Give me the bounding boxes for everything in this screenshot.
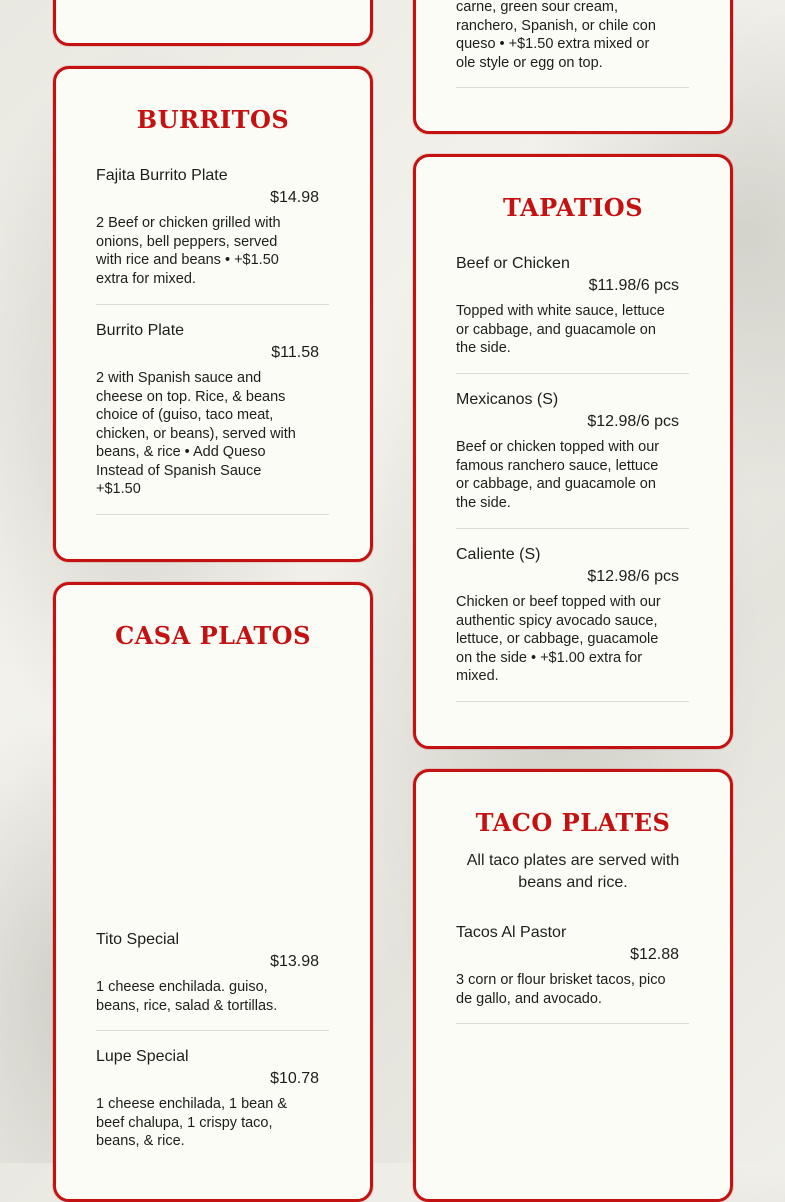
section-title: TAPATIOS	[502, 193, 644, 222]
section-title: CASA PLATOS	[115, 621, 311, 650]
item-price: $11.98/6 pcs	[588, 277, 679, 294]
menu-item[interactable]	[456, 390, 689, 512]
menu-item[interactable]	[456, 254, 689, 358]
menu-item[interactable]	[96, 930, 329, 1015]
item-description: 2 with Spanish sauce and cheese on top. Rice, & beans choice of (guiso, taco meat, chicken, or beans), served with beans, & rice • Add Queso Instead of Spanish Sauce +$1.50	[96, 370, 296, 497]
item-price: $11.58	[271, 344, 319, 361]
menu-card-tapatios	[413, 154, 733, 749]
item-price: $13.98	[270, 953, 319, 970]
item-price: $14.98	[270, 189, 319, 206]
item-name: Mexicanos (S)	[456, 391, 559, 408]
item-description: 3 corn or flour brisket tacos, pico de gallo, and avocado.	[456, 972, 666, 1007]
item-divider	[456, 701, 689, 702]
menu-card-top-left	[53, 0, 373, 46]
item-description: Topped with white sauce, lettuce or cabbage, and guacamole on the side.	[456, 303, 665, 356]
item-price: $12.98/6 pcs	[587, 413, 679, 430]
item-name: Tacos Al Pastor	[456, 924, 567, 941]
item-description: Chicken or beef topped with our authentic spicy avocado sauce, lettuce, or cabbage, guacamole on the side • +$1.00 extra for mixed.	[456, 594, 661, 684]
item-name: Burrito Plate	[96, 322, 185, 339]
item-divider	[456, 373, 689, 374]
menu-item[interactable]	[96, 321, 329, 499]
item-divider	[96, 1030, 329, 1031]
item-description: 1 cheese enchilada. guiso, beans, rice, salad & tortillas.	[96, 979, 278, 1014]
menu-card-taco-plates	[413, 769, 733, 1202]
item-price: $12.98/6 pcs	[587, 568, 679, 585]
menu-item[interactable]	[456, 545, 689, 686]
item-name: Caliente (S)	[456, 546, 541, 563]
section-subtitle: All taco plates are served with beans and rice.	[466, 852, 680, 891]
item-divider	[96, 514, 329, 515]
item-price: $10.78	[270, 1070, 319, 1087]
section-title: BURRITOS	[136, 105, 290, 134]
item-name: Beef or Chicken	[456, 255, 570, 272]
item-description: 1 cheese enchilada, 1 bean & beef chalupa, 1 crispy taco, beans, & rice.	[96, 1096, 288, 1149]
item-description-fragment: carne, green sour cream, ranchero, Spanish, or chile con queso • +$1.50 extra mixed or ole style or egg on top.	[456, 0, 656, 71]
item-price: $12.88	[630, 946, 679, 963]
item-divider	[456, 528, 689, 529]
item-divider	[456, 1023, 689, 1024]
item-name: Tito Special	[96, 931, 179, 948]
menu-item[interactable]	[96, 166, 329, 288]
item-description: 2 Beef or chicken grilled with onions, bell peppers, served with rice and beans • +$1.50 extra for mixed.	[96, 215, 281, 287]
section-title: TACO PLATES	[475, 808, 671, 837]
item-divider	[456, 87, 689, 88]
item-name: Fajita Burrito Plate	[96, 167, 228, 184]
menu-item[interactable]	[456, 923, 689, 1008]
item-divider	[96, 304, 329, 305]
menu-card-top-right	[413, 0, 733, 134]
menu-card-casa-platos	[53, 582, 373, 1202]
item-name: Lupe Special	[96, 1048, 189, 1065]
item-description: Beef or chicken topped with our famous ranchero sauce, lettuce or cabbage, and guacamole on the side.	[456, 439, 660, 511]
menu-item[interactable]	[96, 1047, 329, 1151]
menu-card-burritos	[53, 66, 373, 562]
